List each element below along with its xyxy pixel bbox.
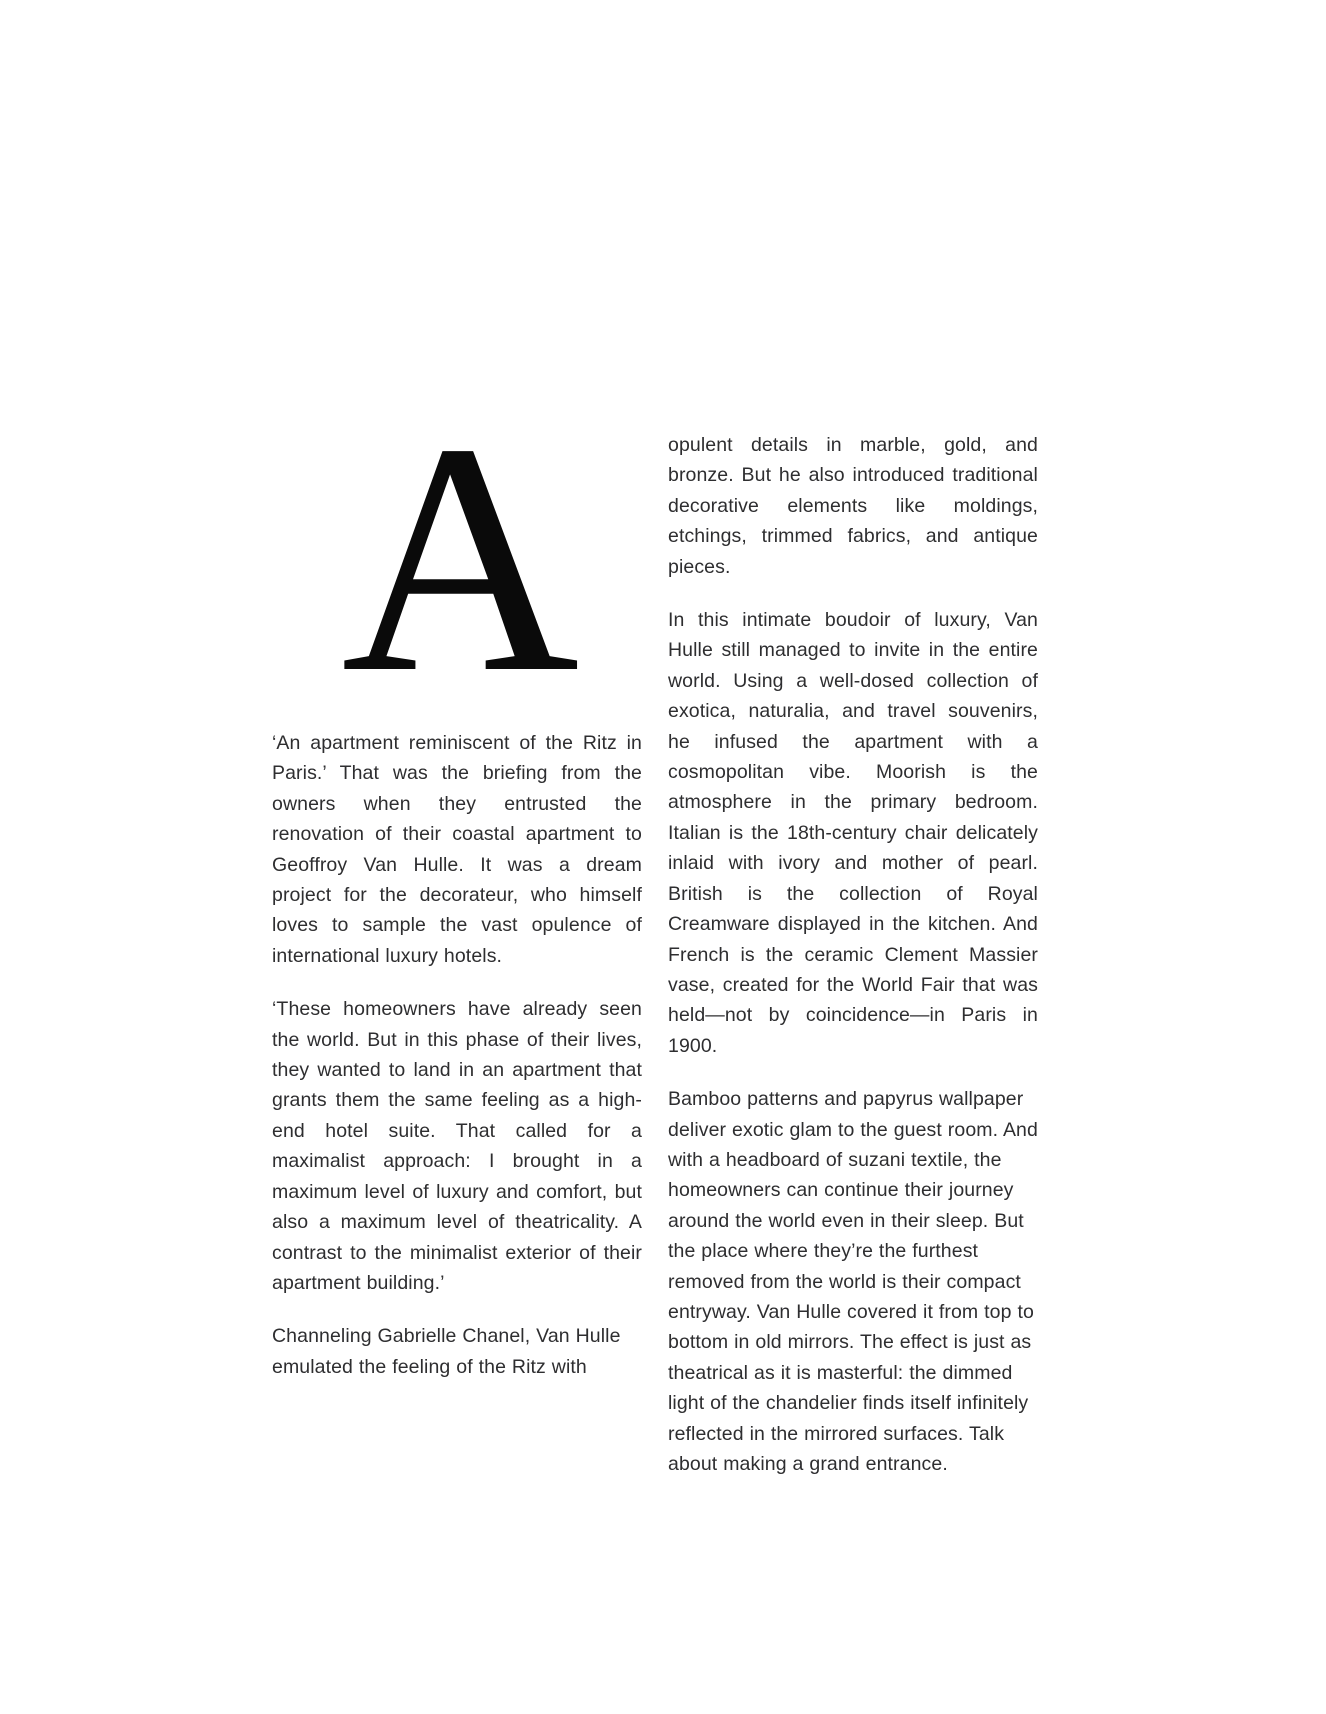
left-column [272, 376, 642, 1382]
paragraph: Channeling Gabrielle Chanel, Van Hulle emulated the feeling of the Ritz with [272, 1325, 621, 1378]
paragraph: opulent details in marble, gold, and bronze. But he also introduced traditional decorative elements like moldings, etchings, trimmed fabrics, and antique pieces. [668, 434, 1038, 578]
right-column [668, 430, 1038, 1479]
paragraph: Bamboo patterns and papyrus wallpaper deliver exotic glam to the guest room. And with a headboard of suzani textile, the homeowners can continue their journey around the world even in their sleep. But the place where they’re the furthest removed from the world is their compact entryway. Van Hulle covered it from top to bottom in old mirrors. The effect is just as theatrical as it is masterful: the dimmed light of the chandelier finds itself infinitely reflected in the mirrored surfaces. Talk about making a grand entrance. [668, 1088, 1038, 1475]
paragraph: In this intimate boudoir of luxury, Van Hulle still managed to invite in the entire world. Using a well-dosed collection of exotica, naturalia, and travel souvenirs, he infused the apartment with a cosmopolitan vibe. Moorish is the atmosphere in the primary bedroom. Italian is the 18th-century chair delicately inlaid with ivory and mother of pearl. British is the collection of Royal Creamware displayed in the kitchen. And French is the ceramic Clement Massier vase, created for the World Fair that was held—not by coincidence—in Paris in 1900. [668, 609, 1038, 1057]
paragraph: ‘An apartment reminiscent of the Ritz in Paris.’ That was the briefing from the owners when they entrusted the renovation of their coastal apartment to Geoffroy Van Hulle. It was a dream project for the decorateur, who himself loves to sample the vast opulence of international luxury hotels. [272, 732, 642, 967]
paragraph: ‘These homeowners have already seen the world. But in this phase of their lives, they wanted to land in an apartment that grants them the same feeling as a high-end hotel suite. That called for a maximalist approach: I brought in a maximum level of luxury and comfort, but also a maximum level of theatricality. A contrast to the minimalist exterior of their apartment building.’ [272, 998, 642, 1294]
drop-cap-letter: A [341, 376, 573, 741]
